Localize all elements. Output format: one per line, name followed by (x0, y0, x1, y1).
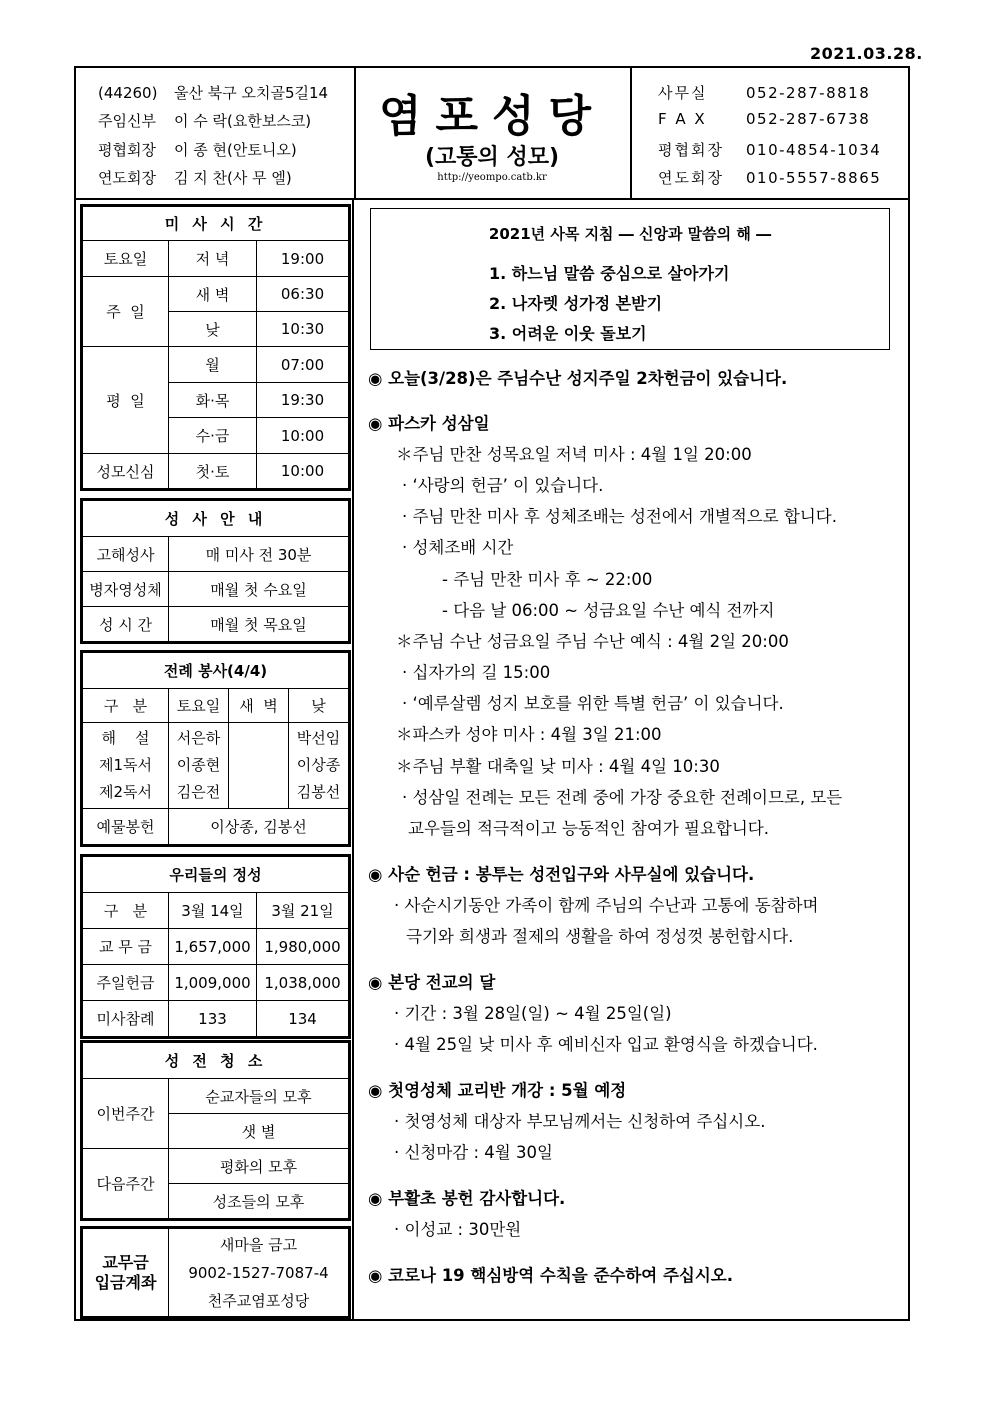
notice-mission-month: ◉ 본당 전교의 달 (368, 973, 496, 992)
sacraments-title: 성 사 안 내 (83, 501, 349, 537)
notice-palm-sunday: ◉ 오늘(3/28)은 주님수난 성지주일 2차헌금이 있습니다. (368, 369, 788, 388)
sunday-label: 주 일 (83, 277, 169, 347)
parish-url[interactable]: http://yeompo.catb.kr (437, 172, 547, 183)
goals-title: 2021년 사목 지침 ― 신앙과 말씀의 해 ― (488, 225, 772, 243)
church-cleaning-table: 성 전 청 소 이번주간 순교자들의 모후 샛 별 다음주간 평화의 모후 성조들의 모후 (82, 1042, 349, 1219)
address-row: (44260) 울산 북구 오치골5길14 (98, 84, 329, 102)
liturgy-service-table: 전례 봉사(4/4) 구 분 토요일 새 벽 낮 해 설 제1독서 제2독서 서은하 이종현 김은전 박선임 이상종 김봉선 예물봉헌 이상종, 김봉선 (82, 652, 349, 845)
council-president-row: 평협회장 이 종 현(안토니오) (98, 141, 297, 159)
fax-row: F A X 052-287-6738 (658, 110, 871, 128)
notice-first-communion: ◉ 첫영성체 교리반 개강 : 5월 예정 (368, 1081, 627, 1100)
weekday-label: 평 일 (83, 347, 169, 454)
liturgy-title: 전례 봉사(4/4) (83, 653, 349, 689)
liturgy-roles: 해 설 제1독서 제2독서 (83, 723, 169, 809)
yeondo-phone-row: 연도회장 010-5557-8865 (658, 169, 882, 187)
bulletin-header (74, 66, 910, 200)
notice-paschal-triduum: ◉ 파스카 성삼일 (368, 414, 490, 433)
notice-lenten-offering: ◉ 사순 헌금 : 봉투는 성전입구와 사무실에 있습니다. (368, 865, 755, 884)
deposit-account-table (82, 1228, 349, 1317)
offerings-title: 우리들의 정성 (83, 857, 349, 893)
column-divider (352, 200, 354, 1319)
notice-covid: ◉ 코로나 19 핵심방역 수칙을 준수하여 주십시오. (368, 1266, 733, 1285)
offerings-table: 우리들의 정성 구 분 3월 14일 3월 21일 교 무 금 1,657,000 1,980,000 주일헌금 1,009,000 1,038,000 미사참례 133 134 (82, 856, 349, 1037)
parish-info (76, 68, 356, 198)
account-details: 새마을 금고 9002-1527-7087-4 천주교염포성당 (169, 1229, 349, 1317)
saturday-label: 토요일 (83, 241, 169, 277)
bulletin-body: 미 사 시 간 토요일 저 녁 19:00 주 일 새 벽 06:30 낮 10:30 평 일 월 07:00 화·목 19:30 수·금 10:00 성모신심 첫·토 10:00 성 사 안 내 고해성사 매 미사 전 30분 병자영성체 매월 첫 수요일 성 시 간 매월 첫 목요일 전례 봉사(4/4) 구 분 토요일 새 벽 낮 해 설 제1독서 제2독서 서은하 이종현 김은전 박선임 이상종 김봉선 예물봉헌 이상종, 김봉선 우리들의 정성 구 분 3월 14일 3월 21일 교 무 금 1,657,000 1,980,000 주일헌금 1,009,000 1,038,000 미사참례 133 134 성 전 청 소 이번주간 순교자들의 모후 샛 별 다음주간 평화의 모후 성조들의 모후 교무금 입금계좌 새마을 금고 9002-1527-7087-4 천주교염포성당 2021년 사목 지침 ― 신앙과 말씀의 해 ― 1. 하느님 말씀 중심으로 살아가기 2. 나자렛 성가정 본받기 3. 어려운 이웃 돌보기 ◉ 오늘(3/28)은 주님수난 성지주일 2차헌금이 있습니다. ◉ 파스카 성삼일 ＊주님 만찬 성목요일 저녁 미사 : 4월 1일 20:00 · ‘사랑의 헌금’ 이 있습니다. · 주님 만찬 미사 후 성체조배는 성전에서 개별적으로 합니다. · 성체조배 시간 - 주님 만찬 미사 후 ~ 22:00 - 다음 날 06:00 ~ 성금요일 수난 예식 전까지 ＊주님 수난 성금요일 주님 수난 예식 : 4월 2일 20:00 · 십자가의 길 15:00 · ‘예루살렘 성지 보호를 위한 특별 헌금’ 이 있습니다. ＊파스카 성야 미사 : 4월 3일 21:00 ＊주님 부활 대축일 낮 미사 : 4월 4일 10:30 · 성삼일 전례는 모든 전례 중에 가장 중요한 전례이므로, 모든 교우들의 적극적이고 능동적인 참여가 필요합니다. ◉ 사순 헌금 : 봉투는 성전입구와 사무실에 있습니다. · 사순시기동안 가족이 함께 주님의 수난과 고통에 동참하며 극기와 희생과 절제의 생활을 하여 정성껏 봉헌합시다. ◉ 본당 전교의 달 · 기간 : 3월 28일(일) ~ 4월 25일(일) · 4월 25일 낮 미사 후 예비신자 입교 환영식을 하겠습니다. ◉ 첫영성체 교리반 개강 : 5월 예정 · 첫영성체 대상자 부모님께서는 신청하여 주십시오. · 신청마감 : 4월 30일 ◉ 부활초 봉헌 감사합니다. · 이성교 : 30만원 ◉ 코로나 19 핵심방역 수칙을 준수하여 주십시오. (74, 200, 910, 1321)
yeondo-president-row: 연도회장 김 지 찬(사 무 엘) (98, 169, 292, 187)
council-phone-row: 평협회장 010-4854-1034 (658, 141, 882, 159)
pastoral-goals-box: 2021년 사목 지침 ― 신앙과 말씀의 해 ― 1. 하느님 말씀 중심으로 살아가기 2. 나자렛 성가정 본받기 3. 어려운 이웃 돌보기 (370, 208, 890, 350)
parish-subtitle: (고통의 성모) (424, 145, 560, 170)
contact-info (630, 68, 908, 198)
bulletin-date: 2021.03.28. (810, 44, 923, 63)
office-phone-row: 사무실 052-287-8818 (658, 84, 871, 102)
parish-title-block (354, 68, 632, 198)
cleaning-title: 성 전 청 소 (83, 1043, 349, 1079)
liturgy-day: 박선임 이상종 김봉선 (289, 723, 349, 809)
mass-times-table: 미 사 시 간 토요일 저 녁 19:00 주 일 새 벽 06:30 낮 10:30 평 일 월 07:00 화·목 19:30 수·금 10:00 성모신심 첫·토 10:00 (82, 206, 349, 489)
pastor-row: 주임신부 이 수 락(요한보스코) (98, 112, 312, 130)
mass-times-title: 미 사 시 간 (83, 207, 349, 241)
notice-easter-candle: ◉ 부활초 봉헌 감사합니다. (368, 1189, 566, 1208)
liturgy-dawn (229, 723, 289, 809)
sacraments-table: 성 사 안 내 고해성사 매 미사 전 30분 병자영성체 매월 첫 수요일 성 시 간 매월 첫 목요일 (82, 500, 349, 642)
parish-title: 염포성당 (378, 91, 605, 142)
liturgy-saturday: 서은하 이종현 김은전 (169, 723, 229, 809)
account-label: 교무금 입금계좌 (83, 1229, 169, 1317)
marian-label: 성모신심 (83, 454, 169, 489)
